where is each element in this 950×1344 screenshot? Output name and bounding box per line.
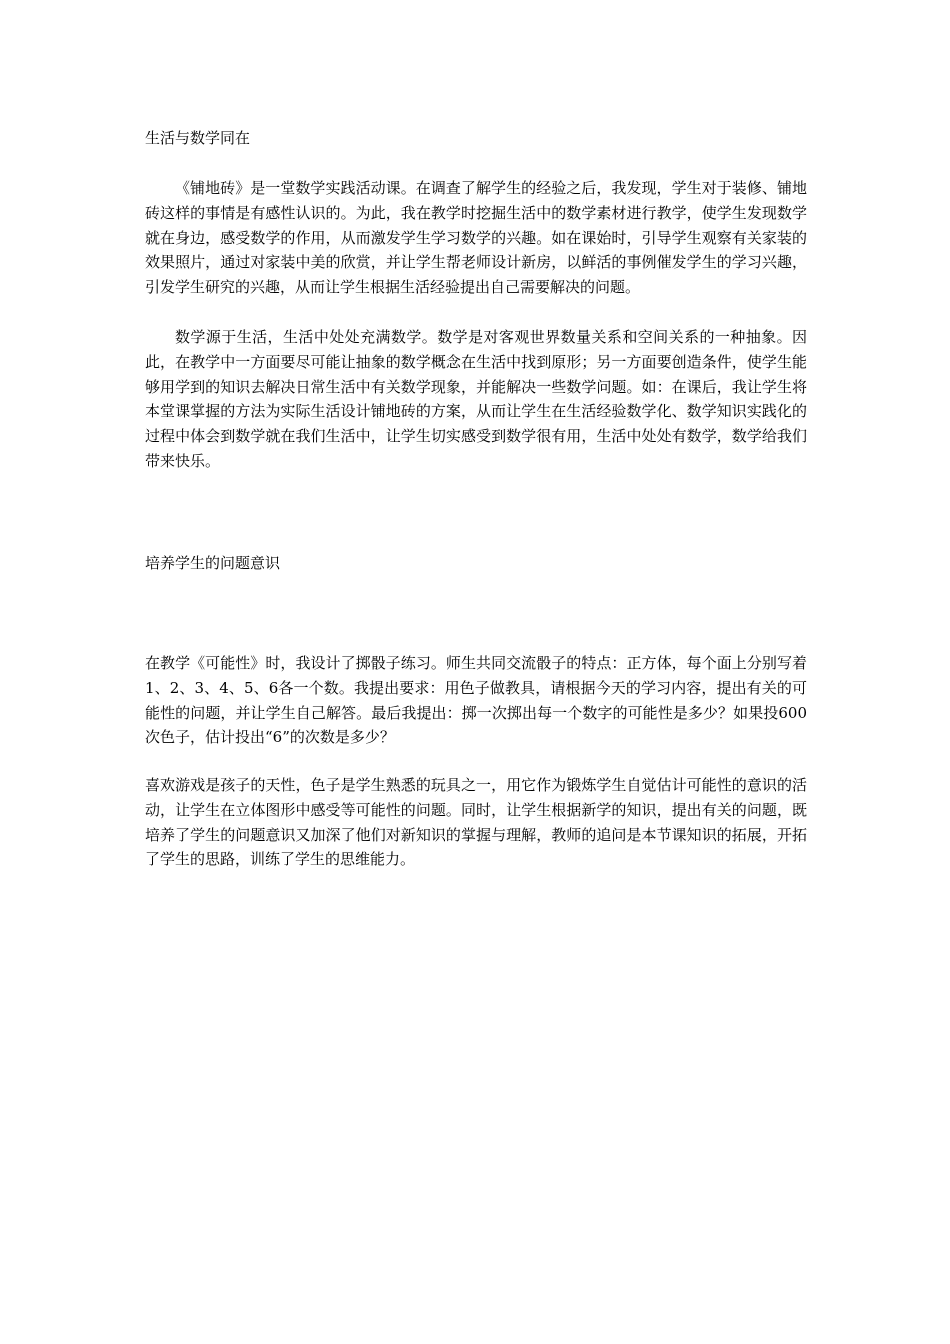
section-title-life-and-math: 生活与数学同在	[145, 129, 251, 147]
paragraph-floor-tiles: 《铺地砖》是一堂数学实践活动课。在调查了解学生的经验之后，我发现，学生对于装修、铺地砖这样的事情是有感性认识的。为此，我在教学时挖掘生活中的数学素材进行教学，使学生发现数学就在身边，感受数学的作用，从而激发学生学习数学的兴趣。如在课始时，引导学生观察有关家装的效果照片，通过对家装中美的欣赏，并让学生帮老师设计新房，以鲜活的事例催发学生的学习兴趣，引发学生研究的兴趣，从而让学生根据生活经验提出自己需要解决的问题。	[145, 179, 807, 297]
paragraph-dice-exercise: 在教学《可能性》时，我设计了掷骰子练习。师生共同交流骰子的特点：正方体，每个面上分别写着1、2、3、4、5、6各一个数。我提出要求：用色子做教具，请根据今天的学习内容，提出有关的可能性的问题，并让学生自己解答。最后我提出：掷一次掷出每一个数字的可能性是多少？如果投600次色子，估计投出“6”的次数是多少？	[145, 654, 807, 747]
paragraph-math-from-life: 数学源于生活，生活中处处充满数学。数学是对客观世界数量关系和空间关系的一种抽象。因此，在教学中一方面要尽可能让抽象的数学概念在生活中找到原形；另一方面要创造条件，使学生能够用学到的知识去解决日常生活中有关数学现象，并能解决一些数学问题。如：在课后，我让学生将本堂课掌握的方法为实际生活设计铺地砖的方案，从而让学生在生活经验数学化、数学知识实践化的过程中体会到数学就在我们生活中，让学生切实感受到数学很有用，生活中处处有数学，数学给我们带来快乐。	[145, 328, 807, 470]
paragraph-games-nature: 喜欢游戏是孩子的天性，色子是学生熟悉的玩具之一，用它作为锻炼学生自觉估计可能性的意识的活动，让学生在立体图形中感受等可能性的问题。同时，让学生根据新学的知识，提出有关的问题，既培养了学生的问题意识又加深了他们对新知识的掌握与理解，教师的追问是本节课知识的拓展，开拓了学生的思路，训练了学生的思维能力。	[145, 776, 807, 869]
section-title-problem-awareness: 培养学生的问题意识	[145, 554, 281, 572]
